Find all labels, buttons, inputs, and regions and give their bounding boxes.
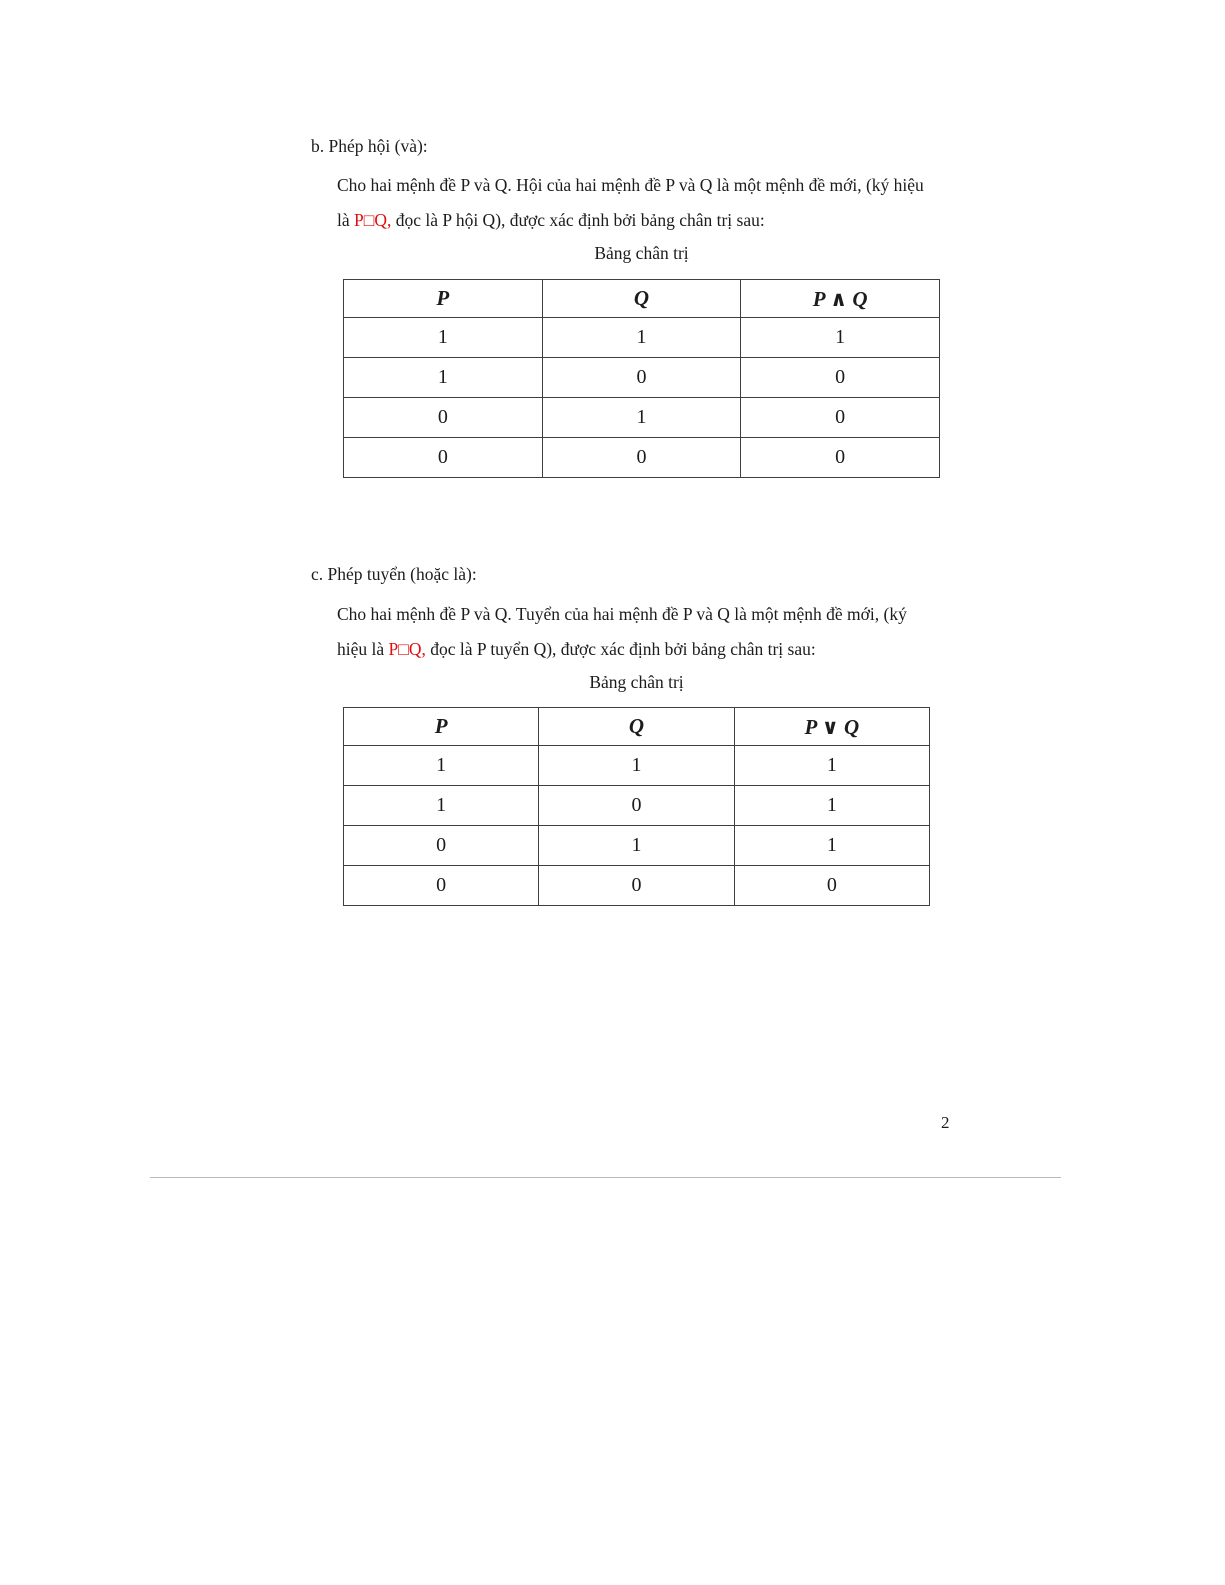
table-cell: 0 [344, 826, 539, 866]
truth-table-disjunction [343, 707, 930, 906]
table-cell: 1 [734, 746, 929, 786]
section-c-line2-post: đọc là P tuyển Q), được xác định bởi bảng chân trị sau: [425, 639, 816, 659]
truth-table-c-body [344, 746, 930, 906]
truth-table-c-wrapper [343, 707, 930, 906]
table-header-cell: P [344, 280, 543, 318]
table-cell: 0 [344, 438, 543, 478]
table-row [344, 786, 930, 826]
table-cell: 1 [539, 746, 734, 786]
table-row [344, 358, 940, 398]
table-cell: 0 [344, 866, 539, 906]
section-c-paragraph-line1: Cho hai mệnh đề P và Q. Tuyển của hai mệnh đề P và Q là một mệnh đề mới, (ký [337, 604, 907, 624]
table-cell: 0 [734, 866, 929, 906]
table-row [344, 746, 930, 786]
table-cell: 1 [542, 398, 741, 438]
truth-table-caption-b: Bảng chân trị [594, 243, 689, 263]
table-cell: 1 [542, 318, 741, 358]
table-cell: 1 [539, 826, 734, 866]
table-row [344, 866, 930, 906]
truth-table-b-body [344, 318, 940, 478]
table-cell: 1 [344, 786, 539, 826]
section-b-paragraph-line1: Cho hai mệnh đề P và Q. Hội của hai mệnh đề P và Q là một mệnh đề mới, (ký hiệu [337, 175, 924, 195]
table-cell: 1 [344, 358, 543, 398]
table-cell: 1 [344, 318, 543, 358]
table-row [344, 318, 940, 358]
table-cell: 1 [344, 746, 539, 786]
table-cell: 1 [734, 786, 929, 826]
truth-table-caption-c: Bảng chân trị [589, 672, 684, 692]
table-row [344, 438, 940, 478]
table-cell: 1 [734, 826, 929, 866]
table-cell: 0 [539, 866, 734, 906]
truth-table-b-wrapper [343, 279, 940, 478]
section-c-paragraph-line2 [337, 639, 816, 660]
table-header-cell: P [344, 708, 539, 746]
section-b-line2-pre: là [337, 210, 355, 230]
table-cell: 0 [542, 438, 741, 478]
section-c-line2-pre: hiệu là [337, 639, 389, 659]
section-b-heading: b. Phép hội (và): [311, 136, 428, 156]
table-cell: 0 [539, 786, 734, 826]
page-number: 2 [941, 1113, 950, 1132]
table-header-cell: Q [539, 708, 734, 746]
table-row [344, 826, 930, 866]
disjunction-symbol-text: P□Q, [388, 639, 426, 659]
table-cell: 0 [741, 358, 940, 398]
table-cell: 0 [542, 358, 741, 398]
table-cell: 0 [741, 438, 940, 478]
table-cell: 0 [344, 398, 543, 438]
truth-table-b-header-row [344, 280, 940, 318]
table-header-cell: Q [542, 280, 741, 318]
truth-table-c-head [344, 708, 930, 746]
table-header-cell: P ∨ Q [734, 708, 929, 746]
section-b-paragraph-line2 [337, 210, 765, 231]
page-break-divider [150, 1177, 1061, 1178]
truth-table-c-header-row [344, 708, 930, 746]
table-cell: 1 [741, 318, 940, 358]
section-b-line2-post: đọc là P hội Q), được xác định bởi bảng chân trị sau: [391, 210, 765, 230]
conjunction-symbol-text: P□Q, [354, 210, 392, 230]
table-header-cell: P ∧ Q [741, 280, 940, 318]
truth-table-b-head [344, 280, 940, 318]
table-cell: 0 [741, 398, 940, 438]
section-c-heading: c. Phép tuyển (hoặc là): [311, 564, 477, 584]
table-row [344, 398, 940, 438]
truth-table-conjunction [343, 279, 940, 478]
